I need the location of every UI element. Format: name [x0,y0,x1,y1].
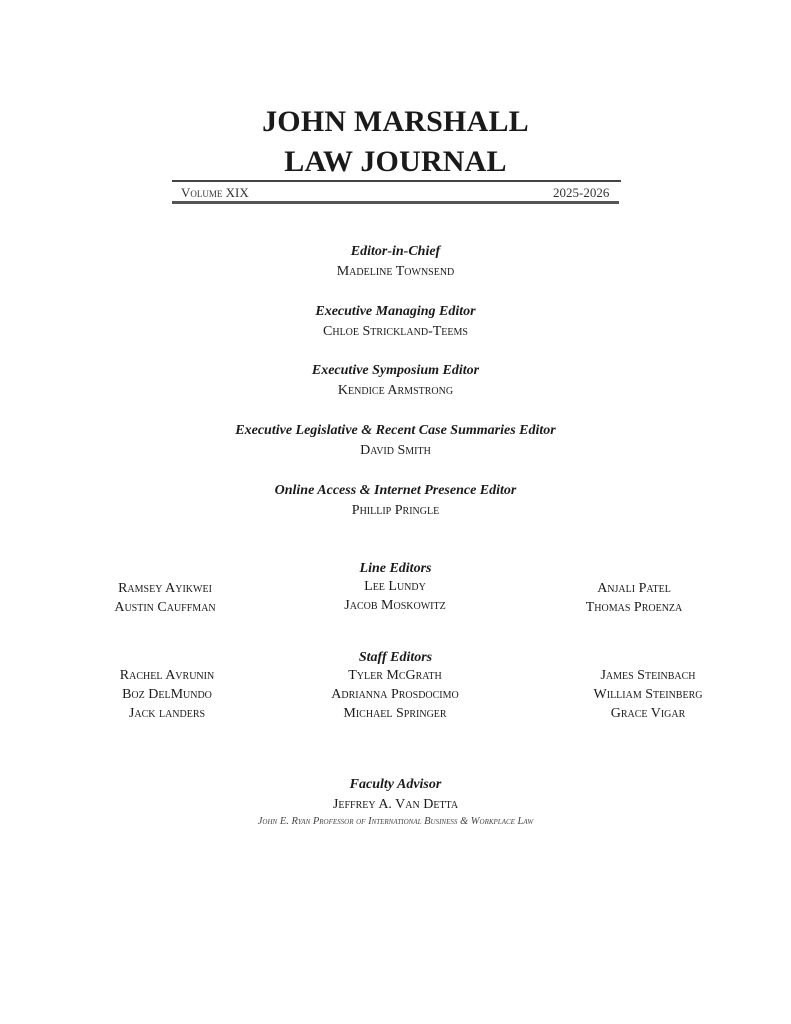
line-editors-right-column [534,579,734,617]
faculty-advisor-title: John E. Ryan Professor of International Business & Workplace Law [257,816,534,827]
staff-editors-heading-block [0,648,791,668]
faculty-advisor-name: Jeffrey A. Van Detta [332,797,459,812]
executive-symposium-editor-block [0,361,791,400]
online-access-editor-block [0,481,791,520]
staff-editors-left-column [67,666,267,723]
role-title: Executive Symposium Editor [311,363,480,378]
person-name: Chloe Strickland-Teems [323,324,468,339]
person-name: Jacob Moskowitz [344,598,446,613]
masthead-rule-bottom [172,201,619,204]
line-editors-left-column [65,579,265,617]
staff-editors-right-column [548,666,748,723]
masthead-line-1: JOHN MARSHALL [262,105,529,138]
person-name: William Steinberg [593,687,703,702]
person-name: Grace Vigar [610,706,686,721]
masthead-title [0,102,791,182]
volume-years: 2025-2026 [553,185,610,200]
role-title: Executive Legislative & Recent Case Summaries Editor [235,423,556,438]
role-title: Editor-in-Chief [350,244,441,259]
faculty-advisor-block [0,775,791,830]
role-title: Online Access & Internet Presence Editor [274,483,517,498]
person-name: Thomas Proenza [585,600,683,615]
person-name: David Smith [360,443,431,458]
person-name: Tyler McGrath [348,668,442,683]
person-name: Madeline Townsend [336,264,455,279]
person-name: Phillip Pringle [351,503,440,518]
person-name: Lee Lundy [364,579,426,594]
person-name: Austin Cauffman [114,600,216,615]
person-name: Boz DelMundo [122,687,212,702]
volume-label: Volume XIX [181,185,249,200]
person-name: Michael Springer [343,706,447,721]
masthead-rule-top [172,180,621,182]
person-name: Anjali Patel [597,581,671,596]
person-name: Kendice Armstrong [337,383,454,398]
line-editors-heading: Line Editors [359,561,432,576]
person-name: Adrianna Prosdocimo [331,687,459,702]
executive-legislative-editor-block [0,421,791,460]
line-editors-heading-block [0,559,791,579]
person-name: James Steinbach [600,668,696,683]
person-name: Jack landers [128,706,206,721]
person-name: Rachel Avrunin [119,668,215,683]
masthead-line-2: LAW JOURNAL [284,145,507,178]
executive-managing-editor-block [0,302,791,341]
staff-editors-heading: Staff Editors [358,650,433,665]
faculty-advisor-heading: Faculty Advisor [349,777,442,792]
person-name: Ramsey Ayikwei [118,581,212,596]
role-title: Executive Managing Editor [315,304,476,319]
line-editors-center-column [295,577,495,615]
staff-editors-center-column [295,666,495,723]
editor-in-chief-block [0,242,791,281]
